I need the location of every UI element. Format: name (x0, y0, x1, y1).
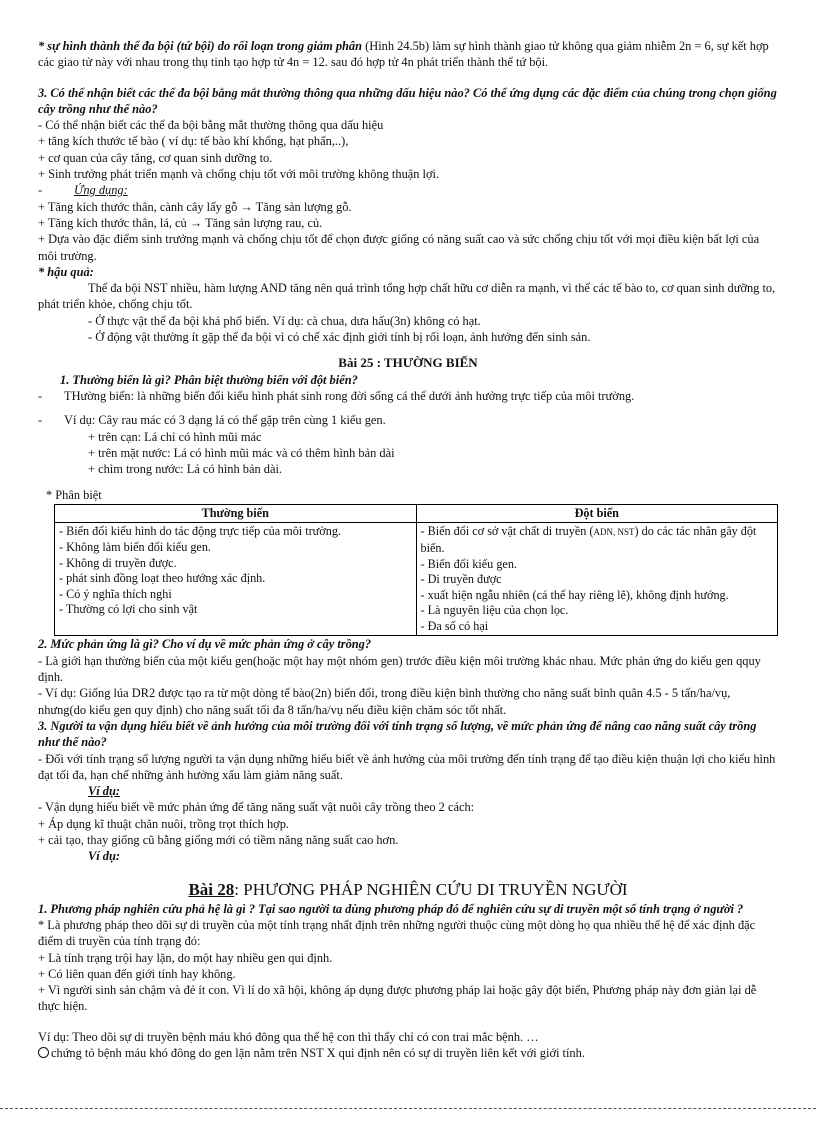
example-intro: Ví dụ: Cây rau mác có 3 dạng lá có thể gặp trên cùng 1 kiểu gen. (64, 413, 386, 428)
table-line: - Không di truyền được. (59, 555, 177, 570)
lesson28-title-rest: : PHƯƠNG PHÁP NGHIÊN CỨU DI TRUYỀN NGƯỜI (234, 879, 628, 899)
lesson28-title-bold: Bài 28 (188, 879, 235, 899)
q3-point: + cải tạo, thay giống cũ bằng giống mới có tiềm năng năng suất cao hơn. (38, 833, 399, 848)
table-header-row (55, 504, 778, 523)
application-line: + Dựa vào đặc điểm sinh trưởng mạnh và chống chịu tốt để chọn được giống có năng suất cao và sức chống chịu tốt với mọi điều kiện bất lợi của môi trường. (38, 232, 760, 263)
definition-text: THường biến: là những biến đổi kiểu hình phát sinh rong đời sống cá thể dưới ảnh hưởng trực tiếp của môi trường. (64, 388, 635, 403)
q3-line: - Có thể nhận biết các thể đa bội bằng mắt thường thông qua dấu hiệu (38, 118, 384, 133)
table-header: Thường biến (55, 504, 417, 523)
table-line: - Biến đổi kiểu gen. (420, 556, 517, 571)
example-point: + chìm trong nước: Lá có hình bản dài. (88, 462, 283, 477)
application-label: Ứng dụng: (74, 183, 128, 198)
q3-line: + cơ quan của cây tăng, cơ quan sinh dưỡng to. (38, 150, 273, 165)
q3-heading: 3. Có thể nhận biết các thể đa bội bằng mắt thường thông qua những dấu hiệu nào? Có thể ứng dụng các đặc điểm của chúng trong chọn giống cây trồng như thế nào? (38, 85, 777, 116)
table-line: - Di truyền được (420, 572, 502, 587)
q3-point: + Áp dụng kĩ thuật chăn nuôi, trồng trọt thích hợp. (38, 816, 289, 831)
table-line-part: - Biến đổi cơ sở vật chất di truyền ( (420, 524, 594, 539)
q2-line: - Là giới hạn thường biến của một kiểu gen(hoặc một hay một nhóm gen) trước điều kiện môi trường khác nhau. Mức phản ứng do kiểu gen qquy định. (38, 653, 761, 685)
definition-row: - THường biến: là những biến đổi kiểu hình phát sinh rong đời sống cá thể dưới ảnh hưởng trực tiếp của môi trường. (38, 388, 635, 403)
tetraploid-paragraph (38, 38, 778, 71)
lesson28-line: + Vì người sinh sản chậm và đẻ ít con. Vì lí do xã hội, không áp dụng được phương pháp lai hoặc gây đột biến, Phương pháp này đơn giản lại dễ thực hiện. (38, 983, 757, 1014)
q2-line: - Ví dụ: Giống lúa DR2 được tạo ra từ một dòng tế bào(2n) biến đổi, trong điều kiện bình thường cho năng suất bình quân 4.5 - 5 tấn/ha/vụ, nhưng(do kiểu gen quy định) cho năng suất tối đa 8 tấn/ha/vụ nếu điều kiện chăm sóc tốt nhất. (38, 686, 731, 717)
example-label-2: Ví dụ: (88, 849, 121, 864)
table-line-part: ) do các tác nhân gây đột biến. (420, 524, 757, 555)
lesson25-q3: 3. Người ta vận dụng hiểu biết về ảnh hưởng của môi trường đối với tính trạng số lượng, về mức phản ứng để nâng cao năng suất cây trồng như thế nào? (38, 718, 757, 750)
comparison-table (54, 504, 778, 637)
page-footer-divider (0, 1108, 816, 1109)
example-label: Ví dụ: (88, 784, 121, 799)
q3-answer: - Đối với tính trạng số lượng người ta vận dụng những hiểu biết về ảnh hưởng của môi trường đến tính trạng để tạo điều kiện thuận lợi cho kiểu hình đạt tối đa, hạn chế những ảnh hưởng xấu làm giảm năng suất. (38, 751, 776, 782)
application-line: + Tăng kích thước thân, lá, củ → Tăng sản lượng rau, củ. (38, 215, 323, 230)
table-line: - Đa số có hại (420, 618, 489, 633)
lesson28-line: * Là phương pháp theo dõi sự di truyền của một tính trạng nhất định trên những người thuộc cùng một dòng họ qua nhiều thế hệ để xác định đặc điểm di truyền của tính trạng đó: (38, 917, 756, 949)
lesson28-example: Ví dụ: Theo dõi sự di truyền bệnh máu khó đông qua thế hệ con thì thấy chỉ có con trai mắc bệnh. … (38, 1029, 539, 1044)
circle-bullet-icon (38, 1047, 49, 1058)
table-line: - Có ý nghĩa thích nghi (59, 586, 172, 601)
lesson25-q1: 1. Thường biến là gì? Phân biệt thường biến với đột biến? (60, 372, 358, 387)
tetraploid-text: (Hình 24.5b) làm sự hình thành giao tử không qua giảm nhiễm 2n = 6, sự kết hợp các giao tử này với nhau trong thụ tinh tạo hợp tử 4n = 12. sau đó hợp tử 4n phát triển thành thể tứ bội. (38, 39, 769, 70)
compare-label: * Phân biệt (46, 488, 102, 503)
consequence-point: - Ở thực vật thể đa bội khá phổ biến. Ví dụ: cà chua, dưa hấu(3n) không có hạt. (88, 313, 481, 328)
table-line: - Là nguyên liệu của chọn lọc. (420, 603, 569, 618)
example-row: - Ví dụ: Cây rau mác có 3 dạng lá có thể gặp trên cùng 1 kiểu gen. (38, 413, 386, 428)
application-row: - Ứng dụng: (38, 183, 128, 198)
consequence-label: * hậu quả: (38, 264, 94, 279)
table-cell-modification (55, 523, 417, 636)
table-cell-mutation (416, 523, 778, 636)
table-line-small: ADN, NST (593, 527, 635, 538)
table-header: Đột biến (416, 504, 778, 523)
tetraploid-heading: * sự hình thành thể đa bội (tứ bội) do rối loạn trong giảm phân (38, 39, 363, 53)
lesson25-title: Bài 25 : THƯỜNG BIẾN (338, 355, 478, 371)
example-point: + trên cạn: Lá chỉ có hình mũi mác (88, 429, 262, 444)
q3-line: + Sinh trưởng phát triển mạnh và chống chịu tốt với môi trường không thuận lợi. (38, 167, 440, 182)
lesson28-q1: 1. Phương pháp nghiên cứu phả hệ là gì ? Tại sao người ta dùng phương pháp đó để nghiên cứu sự di truyền một số tính trạng ở người ? (38, 901, 744, 916)
table-line: - Biến đổi kiểu hình do tác động trực tiếp của môi trường. (59, 524, 341, 539)
table-line (421, 524, 774, 556)
table-line: - Thường có lợi cho sinh vật (59, 602, 198, 617)
table-row (55, 523, 778, 636)
consequence-point: - Ở động vật thường ít gặp thể đa bội vì có chế xác định giới tính bị rối loạn, ảnh hưởng đến sinh sản. (88, 330, 591, 345)
lesson28-line: + Là tính trạng trội hay lặn, do một hay nhiều gen qui định. (38, 950, 333, 965)
table-line: - Không làm biến đổi kiểu gen. (59, 539, 211, 554)
table-line: - xuất hiện ngẫu nhiên (cá thể hay riêng lẽ), không định hướng. (420, 587, 729, 602)
consequence-text: Thể đa bội NST nhiều, hàm lượng AND tăng nên quá trình tổng hợp chất hữu cơ diễn ra mạnh, vì thế các tế bào to, cơ quan sinh dưỡng to, phát triển khỏe, chống chịu tốt. (38, 281, 776, 312)
document-page (38, 38, 778, 1061)
q3-line: + tăng kích thước tế bào ( ví dụ: tế bào khí khổng, hạt phấn,..), (38, 134, 349, 149)
example-point: + trên mặt nước: Lá có hình mũi mác và có thêm hình bản dài (88, 445, 395, 460)
lesson28-line: + Có liên quan đến giới tính hay không. (38, 966, 236, 981)
lesson25-q2: 2. Mức phản ứng là gì? Cho ví dụ về mức phản ứng ở cây trồng? (38, 637, 372, 652)
lesson28-conclusion-row (38, 1045, 778, 1061)
lesson28-title (38, 879, 778, 901)
lesson28-conclusion: chứng tỏ bệnh máu khó đông do gen lặn nằm trên NST X qui định nên có sự di truyền liên kết với giới tính. (51, 1046, 585, 1060)
table-line: - phát sinh đồng loạt theo hướng xác định. (59, 571, 266, 586)
q3-point: - Vận dụng hiểu biết về mức phản ứng để tăng năng suất vật nuôi cây trồng theo 2 cách: (38, 800, 475, 815)
application-line: + Tăng kích thước thân, cành cây lấy gỗ → Tăng sản lượng gỗ. (38, 199, 352, 214)
